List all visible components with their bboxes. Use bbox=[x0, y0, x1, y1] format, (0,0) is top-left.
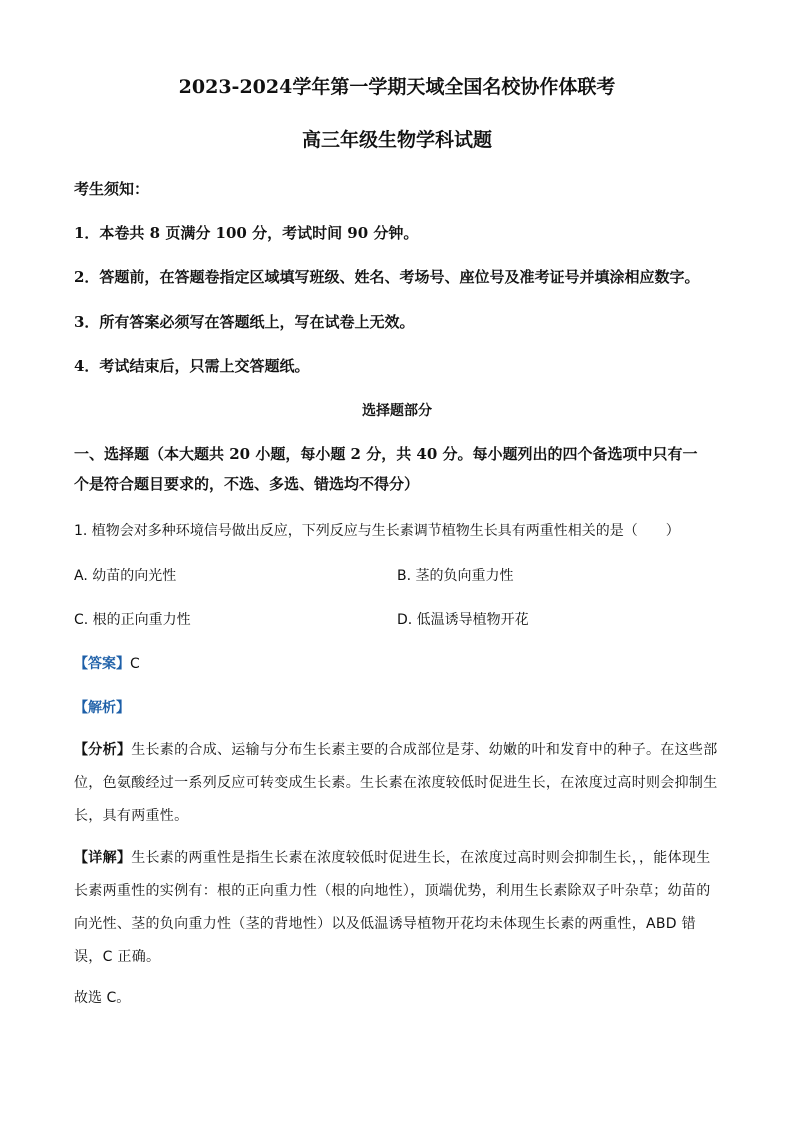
analysis-tag: 【解析】 bbox=[74, 700, 130, 716]
part-instruction-line-2: 个是符合题目要求的，不选、多选、错选均不得分） bbox=[74, 475, 420, 493]
notice-item-4: 4．考试结束后，只需上交答题纸。 bbox=[74, 357, 310, 375]
exam-title: 2023-2024学年第一学期天域全国名校协作体联考 bbox=[178, 76, 616, 98]
answer-value: C bbox=[130, 656, 140, 672]
fenxi-text: 生长素的合成、运输与分布生长素主要的合成部位是芽、幼嫩的叶和发育中的种子。在这些部位，色氨酸经过一系列反应可转变成生长素。生长素在浓度较低时促进生长，在浓度过高时则会抑制生长，具有两重性。 bbox=[74, 742, 718, 824]
option-b: B. 茎的负向重力性 bbox=[397, 568, 514, 584]
part-instruction-line-1: 一、选择题（本大题共 20 小题，每小题 2 分，共 40 分。每小题列出的四个备选项中只有一 bbox=[74, 445, 698, 463]
notice-item-1: 1．本卷共 8 页满分 100 分，考试时间 90 分钟。 bbox=[74, 224, 419, 242]
question-stem: 1. 植物会对多种环境信号做出反应，下列反应与生长素调节植物生长具有两重性相关的是（ ） bbox=[74, 523, 680, 539]
notice-item-3: 3．所有答案必须写在答题纸上，写在试卷上无效。 bbox=[74, 313, 415, 331]
option-c: C. 根的正向重力性 bbox=[74, 612, 191, 628]
notice-heading: 考生须知： bbox=[74, 180, 150, 198]
option-d: D. 低温诱导植物开花 bbox=[397, 612, 529, 628]
xiangjie-tag: 【详解】 bbox=[74, 850, 132, 866]
fenxi-tag: 【分析】 bbox=[74, 742, 132, 758]
conclusion: 故选 C。 bbox=[74, 990, 131, 1006]
fenxi-paragraph bbox=[74, 734, 724, 833]
notice-item-2: 2．答题前，在答题卷指定区域填写班级、姓名、考场号、座位号及准考证号并填涂相应数字。 bbox=[74, 268, 700, 286]
exam-subtitle: 高三年级生物学科试题 bbox=[301, 129, 492, 151]
xiangjie-text: 生长素的两重性是指生长素在浓度较低时促进生长，在浓度过高时则会抑制生长，，能体现生长素两重性的实例有：根的正向重力性（根的向地性），顶端优势，利用生长素除双子叶杂草；幼苗的向光性、茎的负向重力性（茎的背地性）以及低温诱导植物开花均未体现生长素的两重性，ABD 错误，C 正确。 bbox=[74, 850, 711, 965]
answer-line bbox=[74, 653, 140, 673]
answer-tag: 【答案】 bbox=[74, 656, 130, 672]
section-title: 选择题部分 bbox=[362, 403, 432, 419]
option-a: A. 幼苗的向光性 bbox=[74, 568, 177, 584]
xiangjie-paragraph bbox=[74, 842, 724, 974]
